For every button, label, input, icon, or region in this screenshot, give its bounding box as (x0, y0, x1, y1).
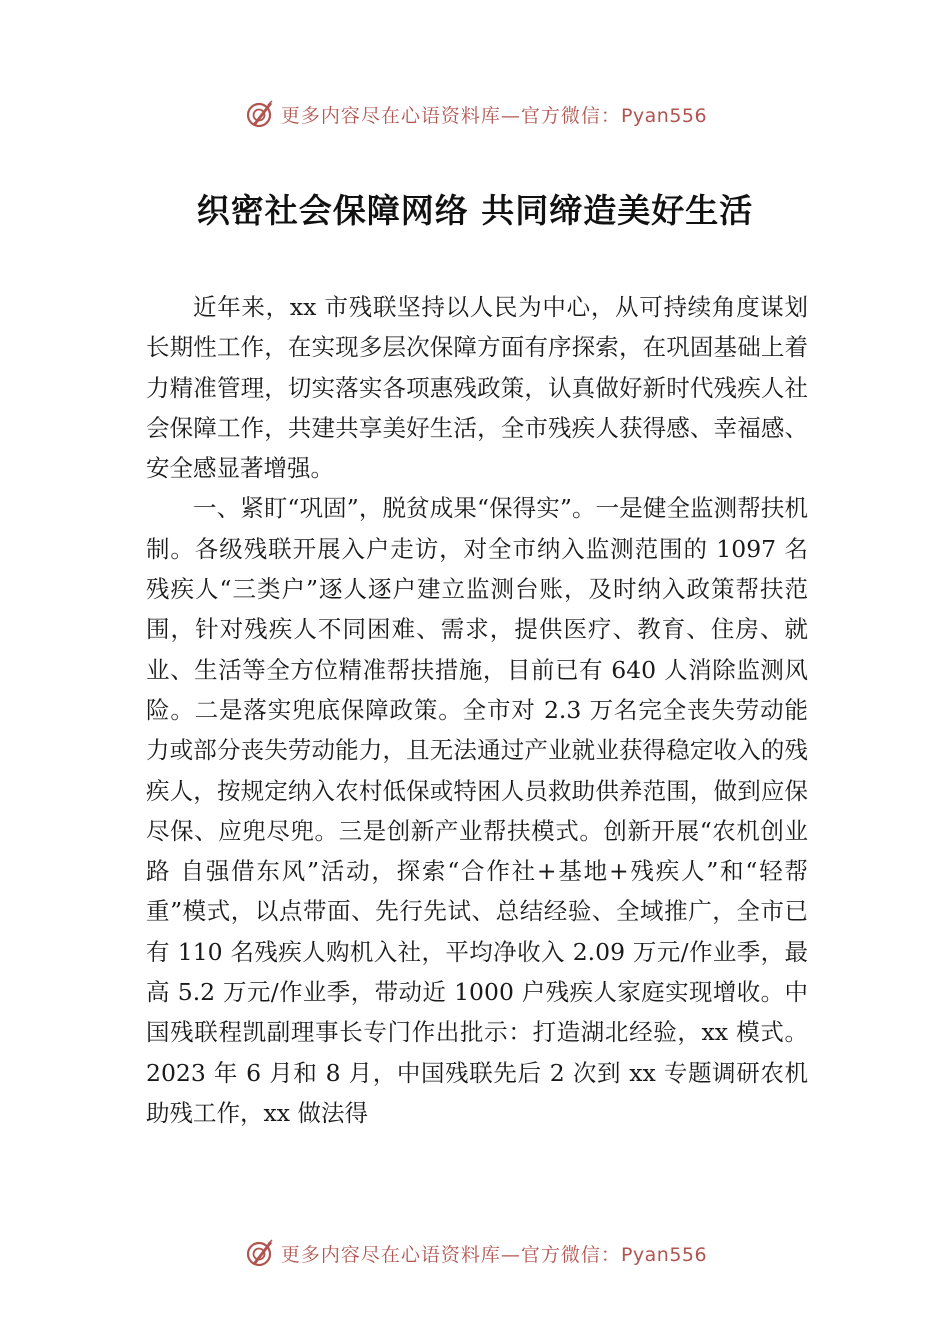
paragraph-section-one: 一、紧盯“巩固”，脱贫成果“保得实”。一是健全监测帮扶机制。各级残联开展入户走访，对全市纳入监测范围的 1097 名残疾人“三类户”逐人逐户建立监测台账，及时纳入政策帮扶范围，针对残疾人不同困难、需求，提供医疗、教育、住房、就业、生活等全方位精准帮扶措施，目前已有 640 人消除监测风险。二是落实兜底保障政策。全市对 2.3 万名完全丧失劳动能力或部分丧失劳动能力，且无法通过产业就业获得稳定收入的残疾人，按规定纳入农村低保或特困人员救助供养范围，做到应保尽保、应兜尽兜。三是创新产业帮扶模式。创新开展“农机创业路 自强借东风”活动，探索“合作社+基地+残疾人”和“轻帮重”模式，以点带面、先行先试、总结经验、全域推广，全市已有 110 名残疾人购机入社，平均净收入 2.09 万元/作业季，最高 5.2 万元/作业季，带动近 1000 户残疾人家庭实现增收。中国残联程凯副理事长专门作出批示：打造湖北经验，xx 模式。2023 年 6 月和 8 月，中国残联先后 2 次到 xx 专题调研农机助残工作，xx 做法得 (146, 494, 808, 1127)
banner-library-text: 更多内容尽在心语资料库 (280, 1243, 501, 1266)
banner-text (281, 101, 707, 128)
banner-wechat-id: Pyan556 (620, 104, 708, 127)
footer-banner (0, 1233, 950, 1273)
quill-pen-logo-icon (243, 1237, 275, 1269)
header-banner (0, 94, 950, 134)
banner-wechat-label: 官方微信： (520, 1243, 621, 1266)
document-title: 织密社会保障网络 共同缔造美好生活 (196, 191, 754, 230)
banner-wechat-id: Pyan556 (620, 1243, 708, 1266)
banner-library-text: 更多内容尽在心语资料库 (280, 104, 501, 127)
banner-wechat-label: 官方微信： (520, 104, 621, 127)
banner-text (281, 1240, 707, 1267)
paragraph-intro: 近年来，xx 市残联坚持以人民为中心，从可持续角度谋划长期性工作，在实现多层次保障方面有序探索，在巩固基础上着力精准管理，切实落实各项惠残政策，认真做好新时代残疾人社会保障工作，共建共享美好生活，全市残疾人获得感、幸福感、安全感显著增强。 (146, 293, 808, 483)
quill-pen-logo-icon (243, 98, 275, 130)
banner-dash: — (500, 104, 521, 127)
document-body (146, 287, 808, 1133)
banner-dash: — (500, 1243, 521, 1266)
